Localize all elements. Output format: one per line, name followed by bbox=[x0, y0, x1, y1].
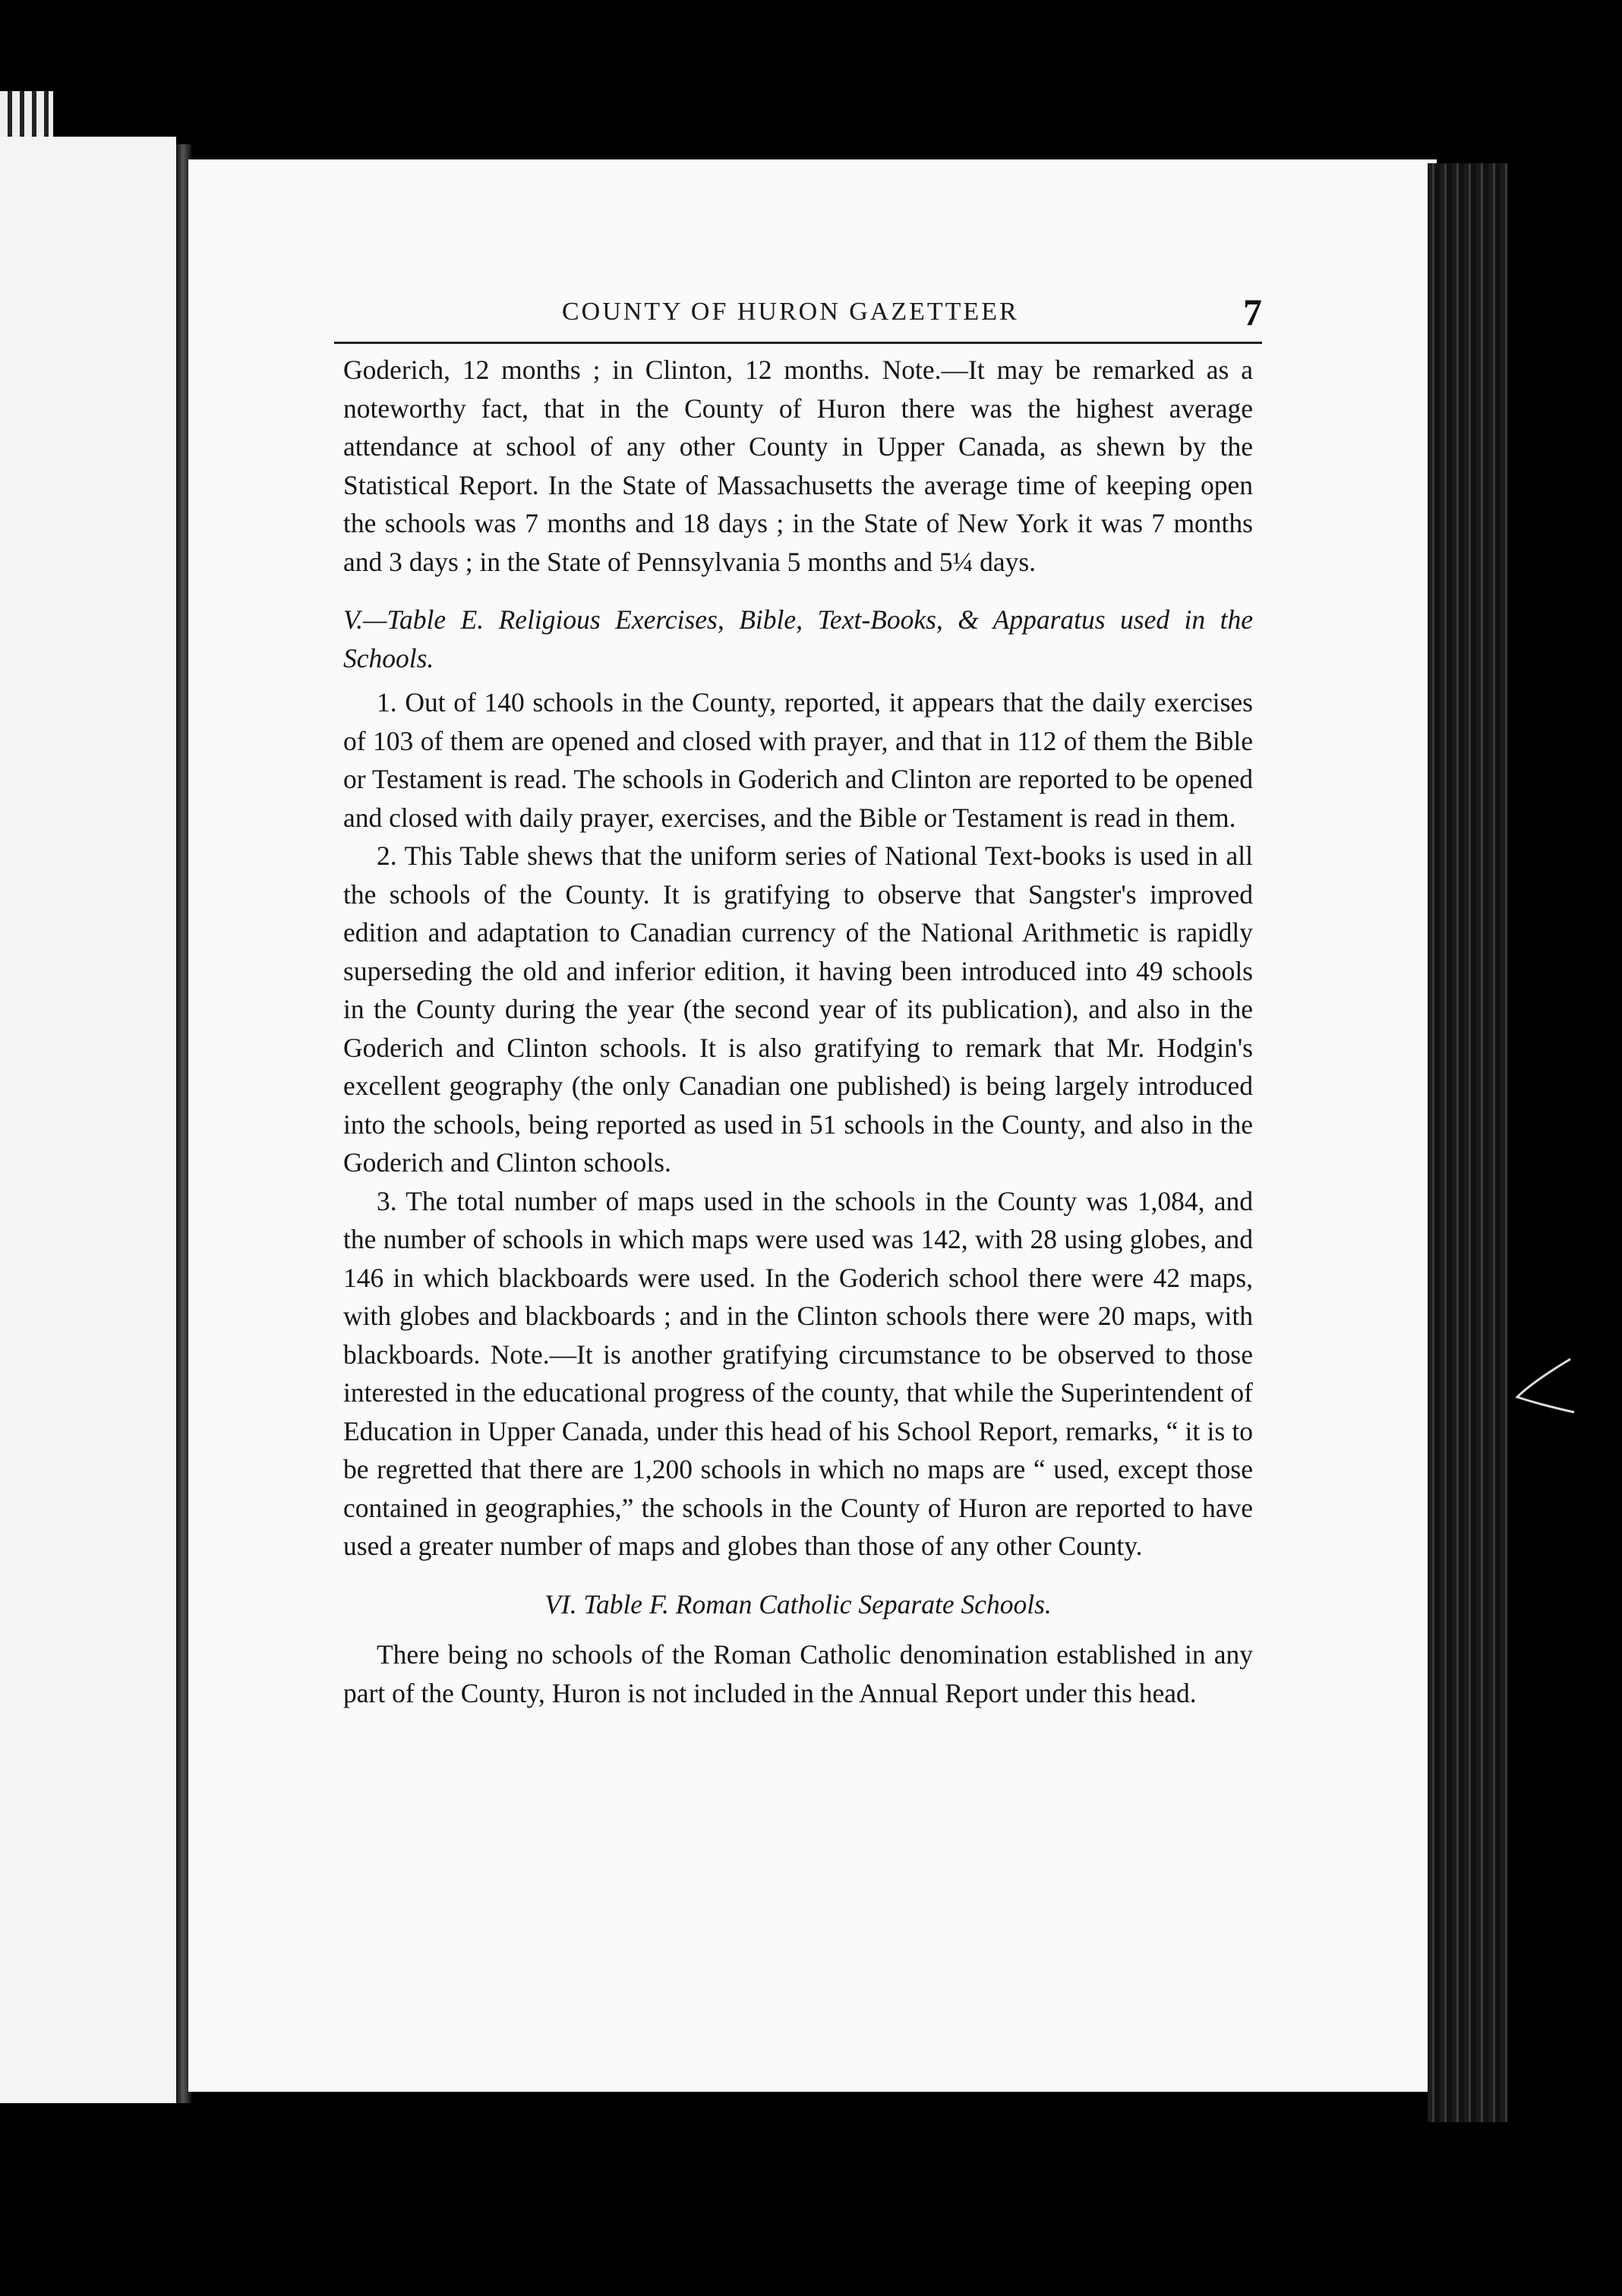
paragraph-e-1: 1. Out of 140 schools in the County, reported, it appears that the daily exercises of 103 of them are opened and closed with prayer, and that in 112 of them the Bible or Testament is read. The schools in Goderich and Clinton are reported to be opened and closed with daily prayer, exercises, and the Bible or Testament is read in them. bbox=[343, 687, 1253, 833]
paragraph-e-3: 3. The total number of maps used in the schools in the County was 1,084, and the number of schools in which maps were used was 142, with 28 using globes, and 146 in which blackboards were used. In the Goderich school there were 42 maps, with globes and blackboards ; and in the Clinton schools there were 20 maps, with blackboards. Note.—It is another gratifying circumstance to be observed to those interested in the educational progress of the county, that while the Superintendent of Education in Upper Canada, under this head of his School Report, remarks, “ it is to be regretted that there are 1,200 schools in which no maps are “ used, except those contained in geographies,” the schools in the County of Huron are reported to have used a greater number of maps and globes than those of any other County. bbox=[343, 1185, 1253, 1561]
book-binding bbox=[1428, 163, 1507, 2122]
margin-mark bbox=[1510, 1351, 1578, 1420]
page-number: 7 bbox=[1243, 291, 1262, 333]
running-title: COUNTY OF HURON GAZETTEER bbox=[562, 298, 1019, 326]
paragraph-f: There being no schools of the Roman Catholic denomination established in any part of the County, Huron is not included in the Annual Report under this head. bbox=[343, 1639, 1253, 1708]
paragraph-e-2: 2. This Table shews that the uniform series of National Text-books is used in all the schools of the County. It is gratifying to observe that Sangster's improved edition and adaptation to Canadian currency of the National Arithmetic is rapidly superseding the old and inferior edition, it having been introduced into 49 schools in the County during the year (the second year of its publication), and also in the Goderich and Clinton schools. It is also gratifying to remark that Mr. Hodgin's excellent geography (the only Canadian one published) is being largely introduced into the schools, being reported as used in 51 schools in the County, and also in the Goderich and Clinton schools. bbox=[343, 840, 1253, 1178]
running-header bbox=[334, 291, 1262, 340]
section-heading-table-f: VI. Table F. Roman Catholic Separate Schools. bbox=[544, 1588, 1052, 1620]
section-heading-table-e: V.—Table E. Religious Exercises, Bible, Text-Books, & Apparatus used in the Schools. bbox=[343, 604, 1253, 673]
header-rule bbox=[334, 342, 1262, 344]
paragraph-intro: Goderich, 12 months ; in Clinton, 12 months. Note.—It may be remarked as a noteworthy fact, that in the County of Huron there was the highest average attendance at school of any other County in Upper Canada, as shewn by the Statistical Report. In the State of Massachusetts the average time of keeping open the schools was 7 months and 18 days ; in the State of New York it was 7 months and 3 days ; in the State of Pennsylvania 5 months and 5¼ days. bbox=[343, 355, 1253, 577]
previous-page-edge bbox=[0, 137, 176, 2103]
page-body bbox=[343, 351, 1253, 1712]
